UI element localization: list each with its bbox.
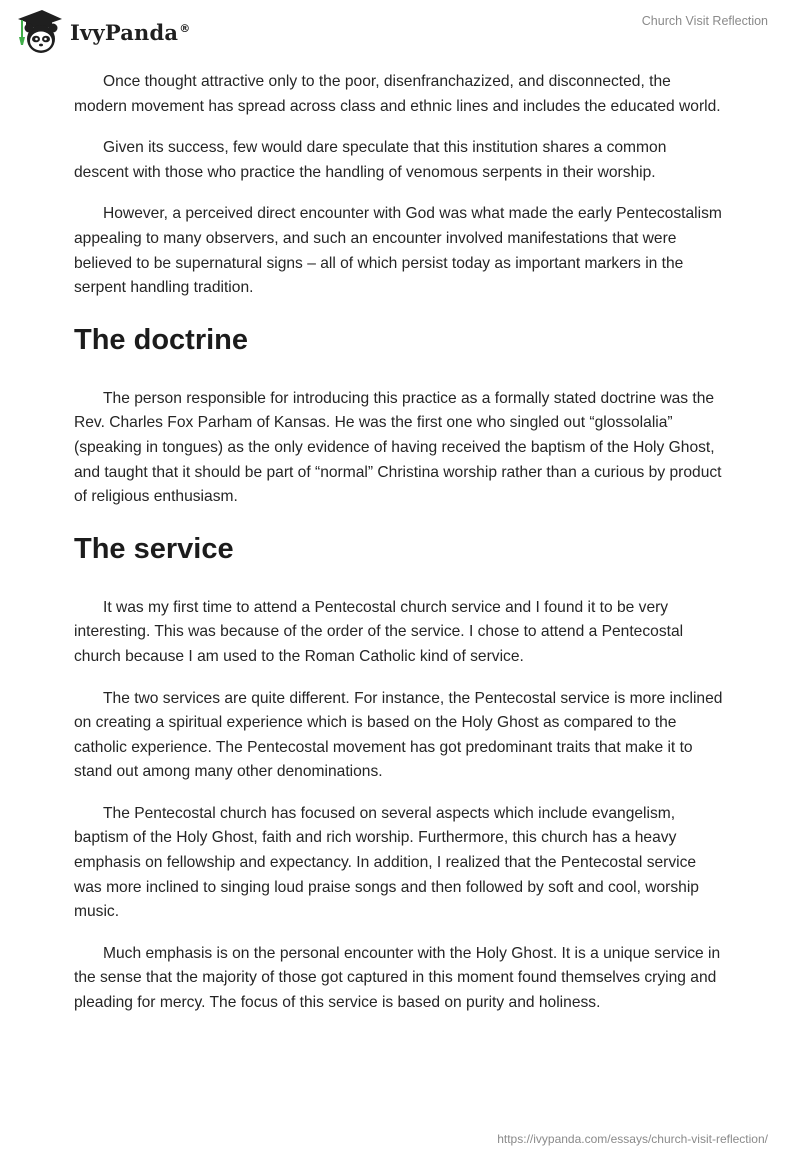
page-header [0,0,800,60]
paragraph: The person responsible for introducing this practice as a formally stated doctrine was the Rev. Charles Fox Parham of Kansas. He was the first one who singled out “glossolalia” (speaking in tongues) as the only evidence of having received the baptism of the Holy Ghost, and taught that it should be part of “normal” Christina worship rather than a curious by product of religious enthusiasm. [74,389,722,506]
section-heading-service: The service [74,532,234,565]
paragraph: However, a perceived direct encounter with God was what made the early Pentecostalism appealing to many observers, and such an encounter involved manifestations that were believed to be supernatural signs – all of which persist today as important markers in the serpent handling tradition. [74,205,722,297]
essay-content [74,70,724,1033]
panda-graduate-icon [12,7,64,55]
ivypanda-logo[interactable] [12,8,190,54]
paragraph: The two services are quite different. For instance, the Pentecostal service is more inclined on creating a spiritual experience which is based on the Holy Ghost as compared to the catholic experience. The Pentecostal movement has got predominant traits that make it to stand out among many other denominations. [74,689,723,781]
paragraph: Much emphasis is on the personal encounter with the Holy Ghost. It is a unique service in the sense that the majority of those got captured in this moment found themselves crying and pleading for mercy. The focus of this service is based on purity and holiness. [74,944,721,1012]
logo-text: IvyPanda® [70,19,191,45]
document-title: Church Visit Reflection [641,14,768,28]
registered-mark: ® [179,21,191,35]
paragraph: Given its success, few would dare speculate that this institution shares a common descent with those who practice the handling of venomous serpents in their worship. [74,139,667,181]
paragraph: Once thought attractive only to the poor, disenfranchazized, and disconnected, the modern movement has spread across class and ethnic lines and includes the educated world. [74,73,721,115]
section-heading-doctrine: The doctrine [74,323,249,356]
paragraph: The Pentecostal church has focused on several aspects which include evangelism, baptism of the Holy Ghost, faith and rich worship. Furthermore, this church has a heavy emphasis on fellowship and expectancy. In addition, I realized that the Pentecostal service was more inclined to singing loud praise songs and then followed by soft and cool, worship music. [74,804,699,921]
paragraph: It was my first time to attend a Pentecostal church service and I found it to be very interesting. This was because of the order of the service. I chose to attend a Pentecostal church because I am used to the Roman Catholic kind of service. [74,598,684,665]
source-url[interactable]: https://ivypanda.com/essays/church-visit-reflection/ [497,1132,768,1146]
